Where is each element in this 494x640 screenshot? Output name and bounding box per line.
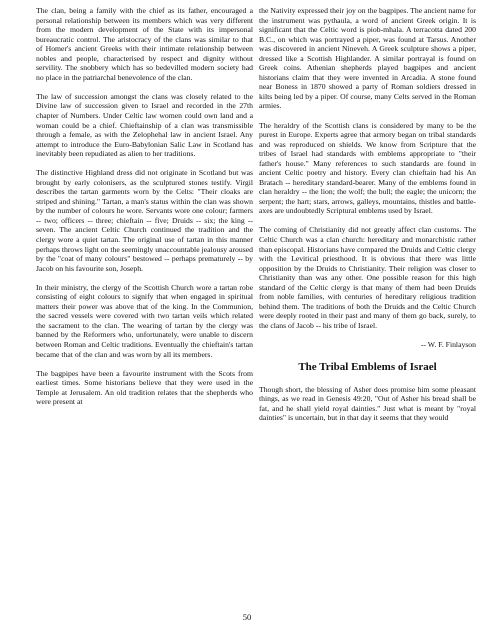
page-number: 50	[242, 612, 252, 622]
right-column	[259, 6, 476, 423]
paragraph-blessing-of-asher: Though short, the blessing of Asher does promise him some pleasant things, as we read in Genesis 49:20, "Out of Asher his bread shall be fat, and he shall yield royal dainties." Just what is meant by "royal dainties" is uncertain, but in that day it seems that they would	[259, 384, 476, 423]
paragraph-highland-dress: The distinctive Highland dress did not originate in Scotland but was brought by early colonisers, as the sculptured stones testify. Virgil describes the tartan garments worn by the Celts: "Their cloaks are striped and shining." Tartan, a man's status within the clan was shown by the number of colours he wore. Servants wore one colour; farmers -- two; officers -- three; chieftain -- five; Druids -- six; the king -- seven. The ancient Celtic Church continued the tradition and the clergy wore a quiet tartan. The original use of tartan in this manner perhaps throws light on the seemingly unaccountable jealousy aroused by the "coat of many colours" bestowed -- perhaps prematurely -- by Jacob on his favourite son, Joseph.	[36, 168, 253, 273]
paragraph-clergy-tartan: In their ministry, the clergy of the Scottish Church wore a tartan robe consisting of eight colours to signify that when engaged in spiritual matters their power was above that of the king. In the Communion, the sacred vessels were covered with two tartan veils which related the sacrament to the clan. The wearing of tartan by the clergy was banned by the Reformers who, unfortunately, were unable to discern between Roman and Celtic traditions. Eventually the chieftain's tartan became that of the clan and was worn by all its members.	[36, 282, 253, 359]
paragraph-heraldry: The heraldry of the Scottish clans is considered by many to be the purest in Europe. Experts agree that armory began on tribal standards and was reproduced on shields. We know from Scripture that the tribes of Israel had standards with emblems appropriate to "their father's house." Many references to such standards are found in ancient Celtic poetry and history. Every clan chieftain had his An Bratach -- hereditary standard-bearer. Many of the emblems found in clan heraldry -- the lion; the wolf; the bull; the eagle; the unicorn; the serpent; the hart; stars, arrows, galleys, mountains, thistles and battle-axes are undoubtedly Scriptural emblems used by Israel.	[259, 120, 476, 216]
paragraph-clan-family: The clan, being a family with the chief as its father, encouraged a personal relationship between its members which was very different from the modern development of the State with its impersonal bureaucratic control. The aristocracy of the clans was similar to that of Homer's ancient Greeks with their intimate relationship between nobles and people, characterised by respect and dignity without servility. The snobbery which has so bedevilled modern society had no place in the patriarchal benevolence of the clan.	[36, 6, 253, 82]
paragraph-christianity: The coming of Christianity did not greatly affect clan customs. The Celtic Church was a clan church: hereditary and monarchistic rather than episcopal. Historians have compared the Druids and Celtic clergy with the Levitical priesthood. It is obvious that there was little opposition by the Druids to Christianity. Their religion was closer to Christianity than was any other. One possible reason for this high standard of the Celtic clergy is that many of them had been Druids from noble families, with centuries of hereditary religious tradition behind them. The traditions of both the Druids and the Celtic Church were deeply rooted in their past and many of them go back, surely, to the clans of Jacob -- his tribe of Israel.	[259, 225, 476, 330]
author-signature: -- W. F. Finlayson	[420, 340, 476, 349]
paragraph-bagpipes: The bagpipes have been a favourite instrument with the Scots from earliest times. Some historians believe that they were used in the Temple at Jerusalem. An old tradition relates that the shepherds who were present at	[36, 368, 253, 407]
left-column	[36, 6, 253, 407]
paragraph-nativity-bagpipes: the Nativity expressed their joy on the bagpipes. The ancient name for the instrument was pythaula, a word of ancient Greek origin. It is significant that the Celtic word is piob-mhala. A terracotta dated 200 B.C., on which was portrayed a piper, was found at Tarsus. Another was discovered in ancient Nineveh. A Greek sculpture shows a piper, dressed like a Scottish Highlander. A similar portrayal is found on Greek coins. Athenian shepherds played bagpipes and ancient historians claim that they were invented in Arcadia. A stone found near Boness in 1870 showed a party of Roman soldiers dressed in kilts being led by a piper. Of course, many Celts served in the Roman armies.	[259, 6, 476, 111]
section-title: The Tribal Emblems of Israel	[298, 360, 437, 373]
paragraph-law-of-succession: The law of succession amongst the clans was closely related to the Divine law of succession given to Israel and recorded in the 27th chapter of Numbers. Under Celtic law women could own land and a woman could be a chief. Chieftainship of a clan was transmissible through a female, as with the Zelophehal law in ancient Israel. Any attempt to introduce the Euro-Babylonian Salic Law in Scotland has inevitably been repudiated as alien to her traditions.	[36, 91, 253, 159]
